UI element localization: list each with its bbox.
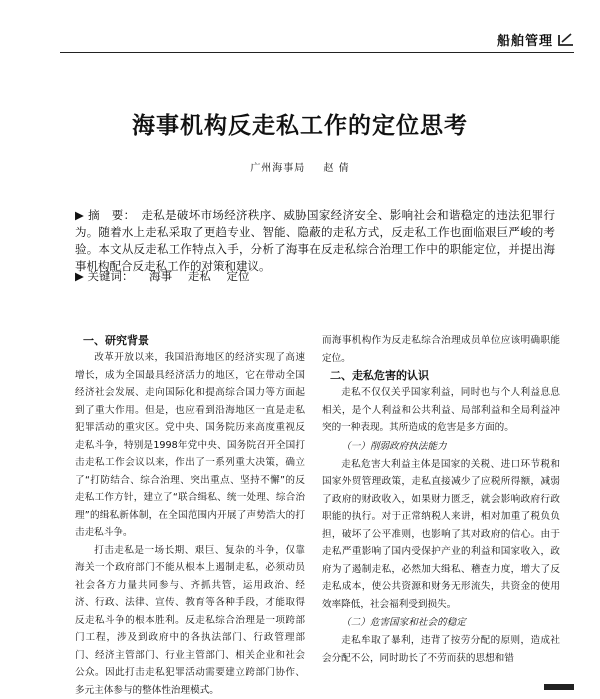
keyword: 海事 xyxy=(149,269,172,283)
left-column xyxy=(75,332,305,699)
abstract-label: ▶ 摘 要： xyxy=(75,208,135,222)
article-title: 海事机构反走私工作的定位思考 xyxy=(0,107,600,140)
subsection-heading: （一）削弱政府执法能力 xyxy=(322,437,560,456)
paragraph: 而海事机构作为反走私综合治理成员单位应该明确职能定位。 xyxy=(322,332,560,367)
keyword: 走私 xyxy=(188,269,211,283)
keyword: 定位 xyxy=(226,269,249,283)
paragraph: 走私牟取了暴利，违背了按劳分配的原则，造成社会分配不公，同时助长了不劳而获的思想和错 xyxy=(322,632,560,667)
keywords-label: ▶ 关键词： xyxy=(75,269,134,283)
corner-arrow-icon xyxy=(558,33,574,47)
right-column xyxy=(322,332,560,667)
paragraph: 走私危害大利益主体是国家的关税、进口环节税和国家外贸管理政策，走私直接减少了应税所得额，减弱了政府的财政收入，如果财力匮乏，就会影响政府行政职能的执行。对于正常纳税人来讲，相对加重了税负负担，破坏了公平准则，也影响了其对政府的信心。由于走私严重影响了国内受保护产业的利益和国家收入，政府为了遏制走私，必然加大缉私、稽查力度，增大了反走私成本，使公共资源和财务无形流失，共资金的使用效率降低，社会福利受到损失。 xyxy=(322,456,560,614)
section-name: 船舶管理 xyxy=(497,30,553,49)
author-line xyxy=(0,159,600,174)
keywords xyxy=(75,268,249,285)
section-heading: 二、走私危害的认识 xyxy=(322,367,560,384)
author-name: 赵 倩 xyxy=(324,163,350,174)
abstract-text: 走私是破坏市场经济秩序、威胁国家经济安全、影响社会和谐稳定的违法犯罪行为。随着水上走私采取了更趋专业、智能、隐蔽的走私方式，反走私工作也面临艰巨严峻的考验。本文从反走私工作特点入手，分析了海事在反走私综合治理工作中的职能定位，并提出海事机构配合反走私工作的对策和建议。 xyxy=(75,208,555,273)
page-number-mark xyxy=(544,684,574,690)
section-heading: 一、研究背景 xyxy=(75,332,305,349)
abstract xyxy=(75,207,555,275)
subsection-heading: （二）危害国家和社会的稳定 xyxy=(322,613,560,632)
header-rule xyxy=(60,52,574,53)
author-affiliation: 广州海事局 xyxy=(250,163,305,174)
paragraph: 打击走私是一场长期、艰巨、复杂的斗争，仅靠海关一个政府部门不能从根本上遏制走私，必须动员社会各方力量共同参与、齐抓共管，运用政治、经济、行政、法律、宣传、教育等各种手段，才能取得反走私斗争的根本胜利。反走私综合治理是一项跨部门工程，涉及到政府中的各执法部门、行政管理部门、经济主管部门、行业主管部门、相关企业和社会公众。因此打击走私犯罪活动需要建立跨部门协作、多元主体参与的整体性治理模式。 xyxy=(75,542,305,699)
paragraph: 改革开放以来，我国沿海地区的经济实现了高速增长，成为全国最具经济活力的地区，它在带动全国经济社会发展、走向国际化和提高综合国力等方面起到了重大作用。但是，也应看到沿海地区一直是走私犯罪活动的重灾区。党中央、国务院历来高度重视反走私斗争，特别是1998年党中央、国务院召开全国打击走私工作会议以来，作出了一系列重大决策，确立了“打防结合、综合治理、突出重点、坚持不懈”的反走私工作方针，建立了“联合缉私、统一处理、综合治理”的缉私新体制，在全国范围内开展了声势浩大的打击走私斗争。 xyxy=(75,349,305,542)
paragraph: 走私不仅仅关乎国家利益，同时也与个人利益息息相关，是个人利益和公共利益、局部利益和全局利益冲突的一种表现。其所造成的危害是多方面的。 xyxy=(322,384,560,437)
running-header xyxy=(497,30,574,49)
